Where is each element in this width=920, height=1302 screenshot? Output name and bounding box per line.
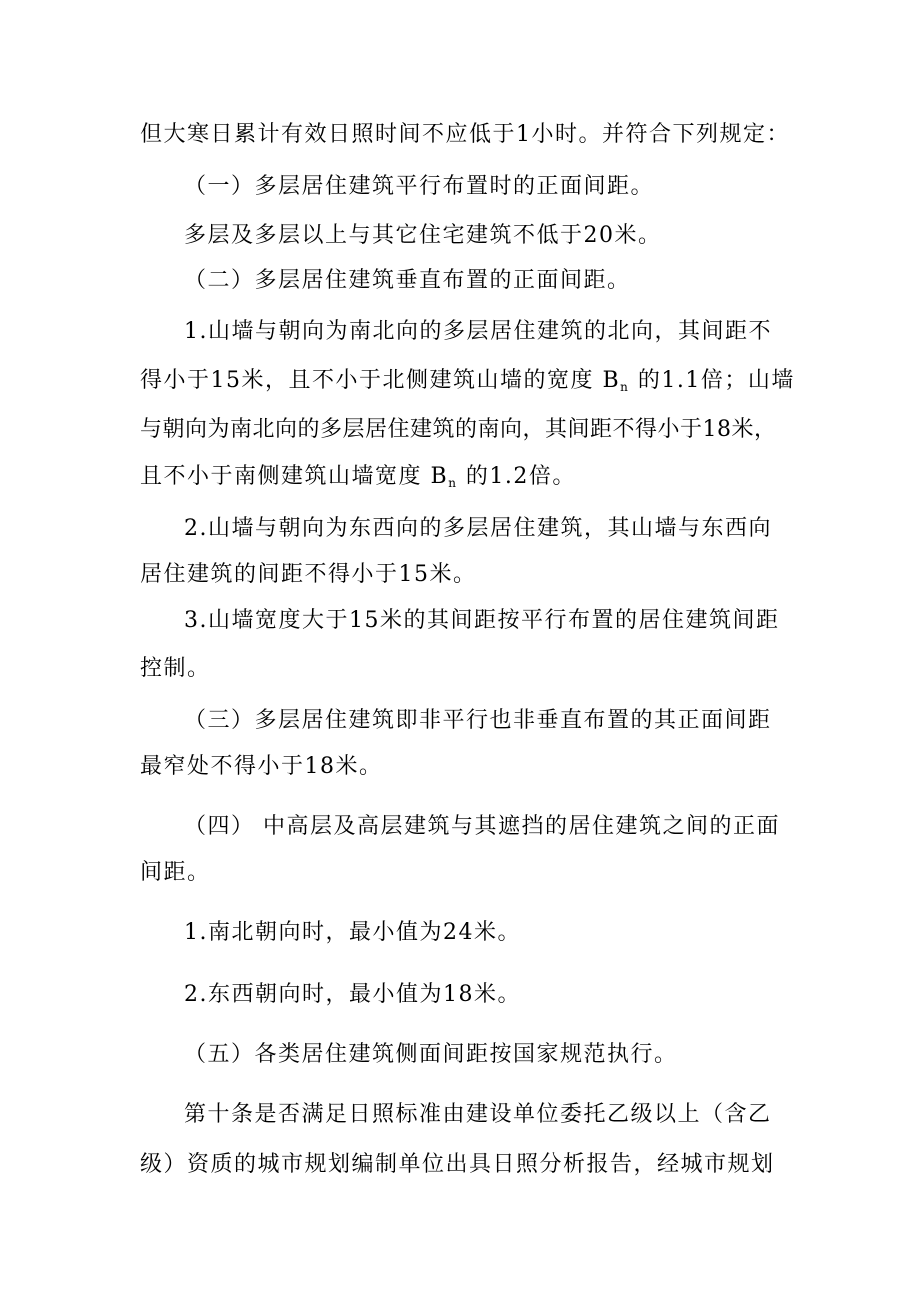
symbol-subscript-n: n (448, 476, 458, 490)
section-heading: （一）多层居住建筑平行布置时的正面间距。 (184, 174, 655, 199)
symbol-b: B (430, 464, 449, 489)
text-line: 间距。 (140, 860, 211, 885)
text-line: 与朝向为南北向的多层居住建筑的南向，其间距不得小于18米， (140, 417, 777, 442)
text-line: 1.南北朝向时，最小值为24米。 (184, 920, 521, 945)
text-line: 居住建筑的间距不得小于15米。 (140, 562, 477, 587)
text-segment: 且不小于南侧建筑山墙宽度 (140, 464, 423, 489)
text-line: 3.山墙宽度大于15米的其间距按平行布置的居住建筑间距 (184, 608, 780, 633)
text-line (140, 366, 795, 396)
text-line: 2.东西朝向时，最小值为18米。 (184, 982, 521, 1007)
symbol-b: B (602, 368, 621, 393)
section-heading: （三）多层居住建筑即非平行也非垂直布置的其正面间距 (184, 708, 772, 733)
section-heading: （五）各类居住建筑侧面间距按国家规范执行。 (184, 1042, 678, 1067)
text-line: 级）资质的城市规划编制单位出具日照分析报告，经城市规划 (140, 1152, 775, 1177)
text-line: 2.山墙与朝向为东西向的多层居住建筑，其山墙与东西向 (184, 516, 772, 541)
text-line: 但大寒日累计有效日照时间不应低于1小时。并符合下列规定： (140, 122, 790, 147)
text-segment: 的1.1倍；山墙 (637, 368, 795, 393)
text-line: 最窄处不得小于18米。 (140, 754, 383, 779)
section-heading: （二）多层居住建筑垂直布置的正面间距。 (184, 268, 631, 293)
text-segment: 得小于15米，且不小于北侧建筑山墙的宽度 (140, 368, 594, 393)
section-heading: （四） 中高层及高层建筑与其遮挡的居住建筑之间的正面 (184, 814, 780, 839)
article-heading: 第十条是否满足日照标准由建设单位委托乙级以上（含乙 (184, 1102, 772, 1127)
text-line (140, 462, 576, 492)
text-line: 1.山墙与朝向为南北向的多层居住建筑的北向，其间距不 (184, 319, 772, 344)
text-line: 多层及多层以上与其它住宅建筑不低于20米。 (184, 223, 662, 248)
text-segment: 的1.2倍。 (465, 464, 576, 489)
symbol-subscript-n: n (620, 380, 630, 394)
text-line: 控制。 (140, 656, 211, 681)
